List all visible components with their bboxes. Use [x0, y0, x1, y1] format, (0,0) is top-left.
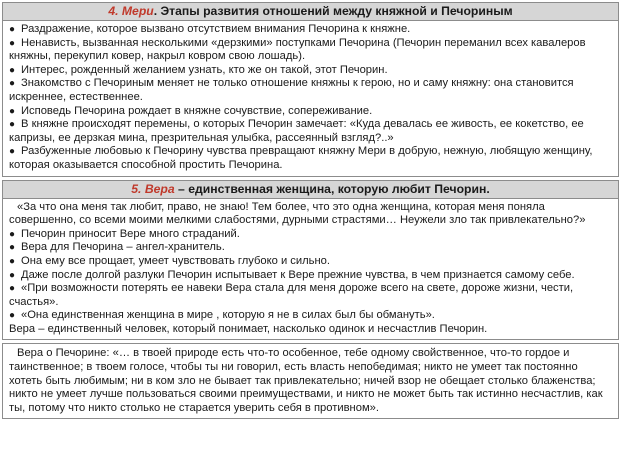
section-vera-title: единственная женщина, которую любит Печорин.: [184, 181, 490, 196]
bullet-icon: ●: [9, 119, 16, 131]
list-item: [9, 255, 612, 269]
section-meri-header: [3, 3, 618, 21]
bullet-icon: ●: [9, 283, 16, 295]
section-meri: [2, 2, 619, 177]
section-vera-number: 5. Вера: [131, 181, 175, 196]
document-page: [2, 2, 619, 419]
list-item: [9, 23, 612, 37]
list-item-text: Ненависть, вызванная несколькими «дерзкими» поступками Печорина (Печорин переманил всех кавалеров княжны, перекупил ковер, накрыл ковром свою лошадь).: [9, 36, 586, 63]
list-item-text: Печорин приносит Вере много страданий.: [21, 227, 240, 240]
vera-intro-quote: «За что она меня так любит, право, не знаю! Тем более, что это одна женщина, которая меня поняла совершенно, со всеми моими мелкими слабостями, дурными страстями… Неужели зло так привлекательно?»: [9, 200, 586, 227]
list-item-text: Она ему все прощает, умеет чувствовать глубоко и сильно.: [21, 254, 331, 267]
list-item-text: Даже после долгой разлуки Печорин испытывает к Вере прежние чувства, в чем признается самому себе.: [21, 268, 575, 281]
list-item-text: Исповедь Печорина рождает в княжне сочувствие, сопереживание.: [21, 104, 373, 117]
list-item: [9, 37, 612, 64]
bullet-icon: ●: [9, 24, 16, 35]
list-item-text: Разбуженные любовью к Печорину чувства превращают княжну Мери в добрую, нежную, любящую женщину, которая оказывается способной простить Печорина.: [9, 145, 593, 171]
section-meri-title: Этапы развития отношений между княжной и Печориным: [160, 4, 513, 18]
bullet-icon: ●: [9, 242, 16, 254]
list-item-text: Вера для Печорина – ангел-хранитель.: [21, 241, 225, 254]
list-item: [9, 228, 612, 242]
bullet-icon: ●: [9, 269, 16, 281]
section-vera-dash: –: [174, 181, 185, 196]
list-item-text: Знакомство с Печориным меняет не только отношение княжны к герою, но и саму княжну: она становится искреннее, естественнее.: [9, 77, 574, 103]
vera-about-pechorin-quote: Вера о Печорине: «… в твоей природе есть что-то особенное, тебе одному свойственное, что-то гордое и таинственное; в твоем голосе, чтобы ты ни говорил, есть власть непобедимая; никто не умеет так постоянно хотеть быть любимым; ни в ком зло не бывает так привлекательно; ничей взор не обещает столько блаженства; никто не умеет лучше пользоваться своими преимуществами, и никто не может быть так истинно несчастлив, как ты, потому что никто столько не старается уверить себя в противном».: [9, 347, 603, 414]
section-meri-number: 4. Мери: [108, 4, 154, 18]
list-item: [9, 241, 612, 255]
list-item: [9, 77, 612, 104]
bullet-icon: ●: [9, 78, 16, 90]
bullet-icon: ●: [9, 64, 16, 76]
section-vera-quote: [2, 343, 619, 419]
list-item-text: «Она единственная женщина в мире , которую я не в силах был бы обмануть».: [21, 309, 435, 322]
list-item: [9, 118, 612, 145]
list-item: [9, 105, 612, 119]
list-item-text: Интерес, рожденный желанием узнать, кто же он такой, этот Печорин.: [21, 63, 388, 76]
bullet-icon: ●: [9, 310, 16, 322]
section-meri-separator: .: [153, 4, 158, 18]
list-item: [9, 309, 612, 323]
list-item: [9, 64, 612, 78]
list-item: [9, 282, 612, 309]
vera-closing-text: Вера – единственный человек, который понимает, насколько одинок и несчастлив Печорин.: [9, 322, 488, 335]
section-vera: [2, 180, 619, 341]
section-meri-list: [9, 23, 612, 173]
bullet-icon: ●: [9, 255, 16, 267]
bullet-icon: ●: [9, 105, 16, 117]
section-vera-list: [9, 228, 612, 323]
list-item: [9, 269, 612, 283]
bullet-icon: ●: [9, 146, 16, 158]
bullet-icon: ●: [9, 37, 16, 49]
list-item-text: В княжне происходят перемены, о которых Печорин замечает: «Куда девалась ее живость, ее кокетство, ее капризы, ее дерзкая мина, презрительная улыбка, рассеянный взгляд?..»: [9, 118, 584, 144]
section-vera-header: [3, 181, 618, 199]
list-item: [9, 145, 612, 172]
list-item-text: Раздражение, которое вызвано отсутствием внимания Печорина к княжне.: [21, 23, 411, 35]
list-item-text: «При возможности потерять ее навеки Вера стала для меня дороже всего на свете, дороже жизни, чести, счастья».: [9, 282, 574, 308]
bullet-icon: ●: [9, 228, 16, 240]
